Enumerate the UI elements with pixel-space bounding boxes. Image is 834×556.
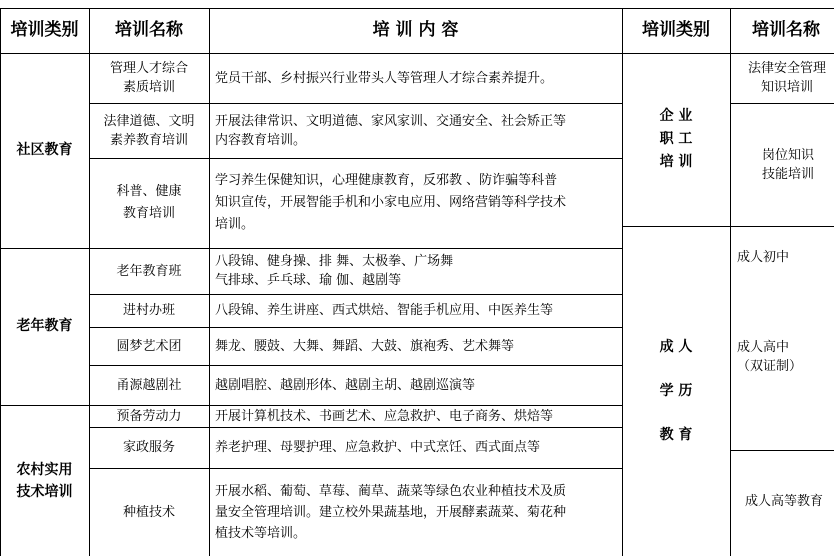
table-row-content: 舞龙、腰鼓、大舞、舞蹈、大鼓、旗袍秀、艺术舞等 <box>215 338 515 354</box>
table-row-name: 预备劳动力 <box>116 408 182 424</box>
table-row-name: 科普、健康 教育培训 <box>116 184 182 221</box>
category-rural-technical-training: 农村实用 技术培训 <box>16 461 73 500</box>
table-row-content: 学习养生保健知识，心理健康教育，反邪教 、防诈骗等科普 知识宣传，开展智能手机和小家电应用、网络营销等科学技术 培训。 <box>215 173 567 232</box>
right-item-legal-safety: 法律安全管理 知识培训 <box>748 61 827 95</box>
table-row-name: 家政服务 <box>122 440 175 455</box>
table-row-name: 老年教育班 <box>116 263 182 279</box>
table-row-content: 开展法律常识、文明道德、家风家训、交通安全、社会矫正等 内容教育培训。 <box>215 113 567 148</box>
right-header-name: 培训名称 <box>752 20 820 40</box>
table-row-content: 开展水稻、葡萄、草莓、蔺草、蔬菜等绿色农业种植技术及质 量安全管理培训。建立校外果蔬基地，开展酵素蔬菜、菊花种 植技术等培训。 <box>215 483 567 541</box>
table-row-content: 开展计算机技术、书画艺术、应急救护、电子商务、烘焙等 <box>215 408 554 424</box>
table-row-content: 八段锦、养生讲座、西式烘焙、智能手机应用、中医养生等 <box>215 303 554 318</box>
table-row-name: 圆梦艺术团 <box>116 338 182 354</box>
category-enterprise-staff-training: 企 业 职 工 培 训 <box>659 108 693 170</box>
right-header-category: 培训类别 <box>642 20 710 40</box>
category-community-education: 社区教育 <box>16 142 73 158</box>
header-name: 培训名称 <box>115 20 183 40</box>
table-row-content: 越剧唱腔、越剧形体、越剧主胡、越剧巡演等 <box>215 377 476 393</box>
table-row-name: 法律道德、文明 素养教育培训 <box>103 113 195 148</box>
table-row-content: 党员干部、乡村振兴行业带头人等管理人才综合素养提升。 <box>215 70 554 86</box>
category-adult-degree-education: 成 人 学 历 教 育 <box>659 339 693 443</box>
right-item-adult-senior: 成人高中 （双证制） <box>737 340 803 374</box>
table-row-content: 养老护理、母婴护理、应急救护、中式烹饪、西式面点等 <box>215 440 541 455</box>
right-item-adult-junior: 成人初中 <box>737 250 790 265</box>
category-elderly-education: 老年教育 <box>16 318 73 334</box>
header-content: 培 训 内 容 <box>372 20 459 40</box>
table-row-name: 管理人才综合 素质培训 <box>109 61 188 95</box>
table-row-name: 进村办班 <box>122 303 175 318</box>
table-row-content: 八段锦、健身操、排 舞、太极拳、广场舞 气排球、乒乓球、瑜 伽、越剧等 <box>215 254 454 288</box>
header-category: 培训类别 <box>10 20 79 40</box>
table-row-name: 种植技术 <box>122 504 175 520</box>
right-item-adult-higher: 成人高等教育 <box>745 494 824 509</box>
table-row-name: 甬源越剧社 <box>116 377 182 393</box>
right-item-job-skills: 岗位知识 技能培训 <box>762 147 815 182</box>
